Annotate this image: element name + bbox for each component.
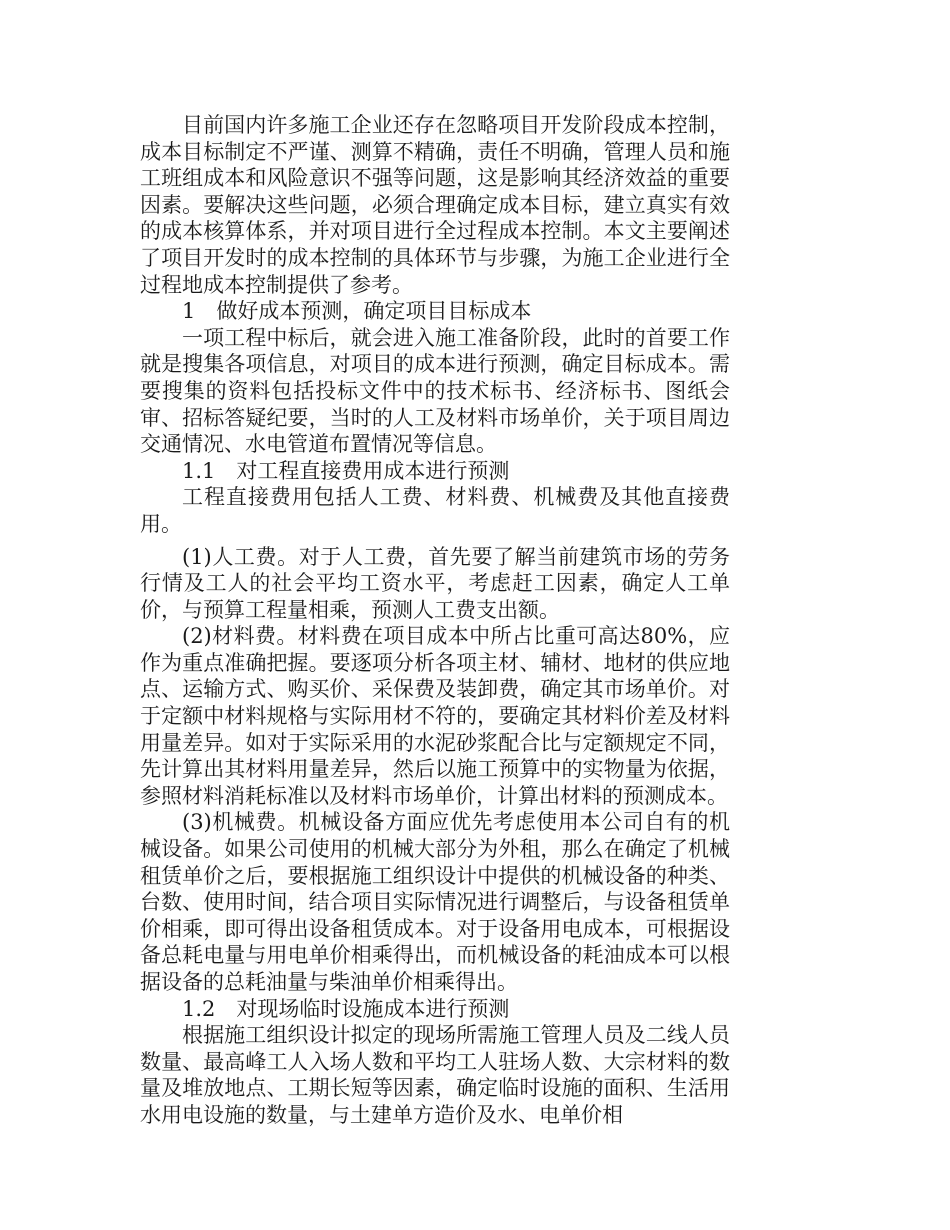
labor-cost-paragraph: (1)人工费。对于人工费，首先要了解当前建筑市场的劳务行情及工人的社会平均工资水平，考虑赶工因素，确定人工单价，与预算工程量相乘，预测人工费支出额。 (140, 544, 730, 622)
intro-paragraph: 目前国内许多施工企业还存在忽略项目开发阶段成本控制，成本目标制定不严谨、测算不精确，责任不明确，管理人员和施工班组成本和风险意识不强等问题，这是影响其经济效益的重要因素。要解决这些问题，必须合理确定成本目标，建立真实有效的成本核算体系，并对项目进行全过程成本控制。本文主要阐述了项目开发时的成本控制的具体环节与步骤，为施工企业进行全过程地成本控制提供了参考。 (140, 113, 730, 297)
subsection-heading-1-1: 1.1 对工程直接费用成本进行预测 (182, 458, 510, 483)
section-1-paragraph: 一项工程中标后，就会进入施工准备阶段，此时的首要工作就是搜集各项信息，对项目的成本进行预测，确定目标成本。需要搜集的资料包括投标文件中的技术标书、经济标书、图纸会审、招标答疑纪要，当时的人工及材料市场单价，关于项目周边交通情况、水电管道布置情况等信息。 (140, 325, 730, 457)
machinery-cost-paragraph: (3)机械费。机械设备方面应优先考虑使用本公司自有的机械设备。如果公司使用的机械大部分为外租，那么在确定了机械租赁单价之后，要根据施工组织设计中提供的机械设备的种类、台数、使用时间，结合项目实际情况进行调整后，与设备租赁单价相乘，即可得出设备租赁成本。对于设备用电成本，可根据设备总耗电量与用电单价相乘得出，而机械设备的耗油成本可以根据设备的总耗油量与柴油单价相乘得出。 (140, 810, 730, 994)
section-heading-1: 1 做好成本预测，确定项目目标成本 (182, 299, 532, 324)
temporary-facilities-paragraph: 根据施工组织设计拟定的现场所需施工管理人员及二线人员数量、最高峰工人入场人数和平均工人驻场人数、大宗材料的数量及堆放地点、工期长短等因素，确定临时设施的面积、生活用水用电设施的数量，与土建单方造价及水、电单价相 (140, 1023, 730, 1127)
subsection-heading-1-2: 1.2 对现场临时设施成本进行预测 (182, 996, 510, 1021)
direct-cost-paragraph: 工程直接费用包括人工费、材料费、机械费及其他直接费用。 (140, 485, 730, 536)
document-body (140, 112, 730, 1129)
material-cost-paragraph: (2)材料费。材料费在项目成本中所占比重可高达80%，应作为重点准确把握。要逐项分析各项主材、辅材、地材的供应地点、运输方式、购买价、采保费及装卸费，确定其市场单价。对于定额中材料规格与实际用材不符的，要确定其材料价差及材料用量差异。如对于实际采用的水泥砂浆配合比与定额规定不同，先计算出其材料用量差异，然后以施工预算中的实物量为依据，参照材料消耗标准以及材料市场单价，计算出材料的预测成本。 (140, 624, 730, 808)
